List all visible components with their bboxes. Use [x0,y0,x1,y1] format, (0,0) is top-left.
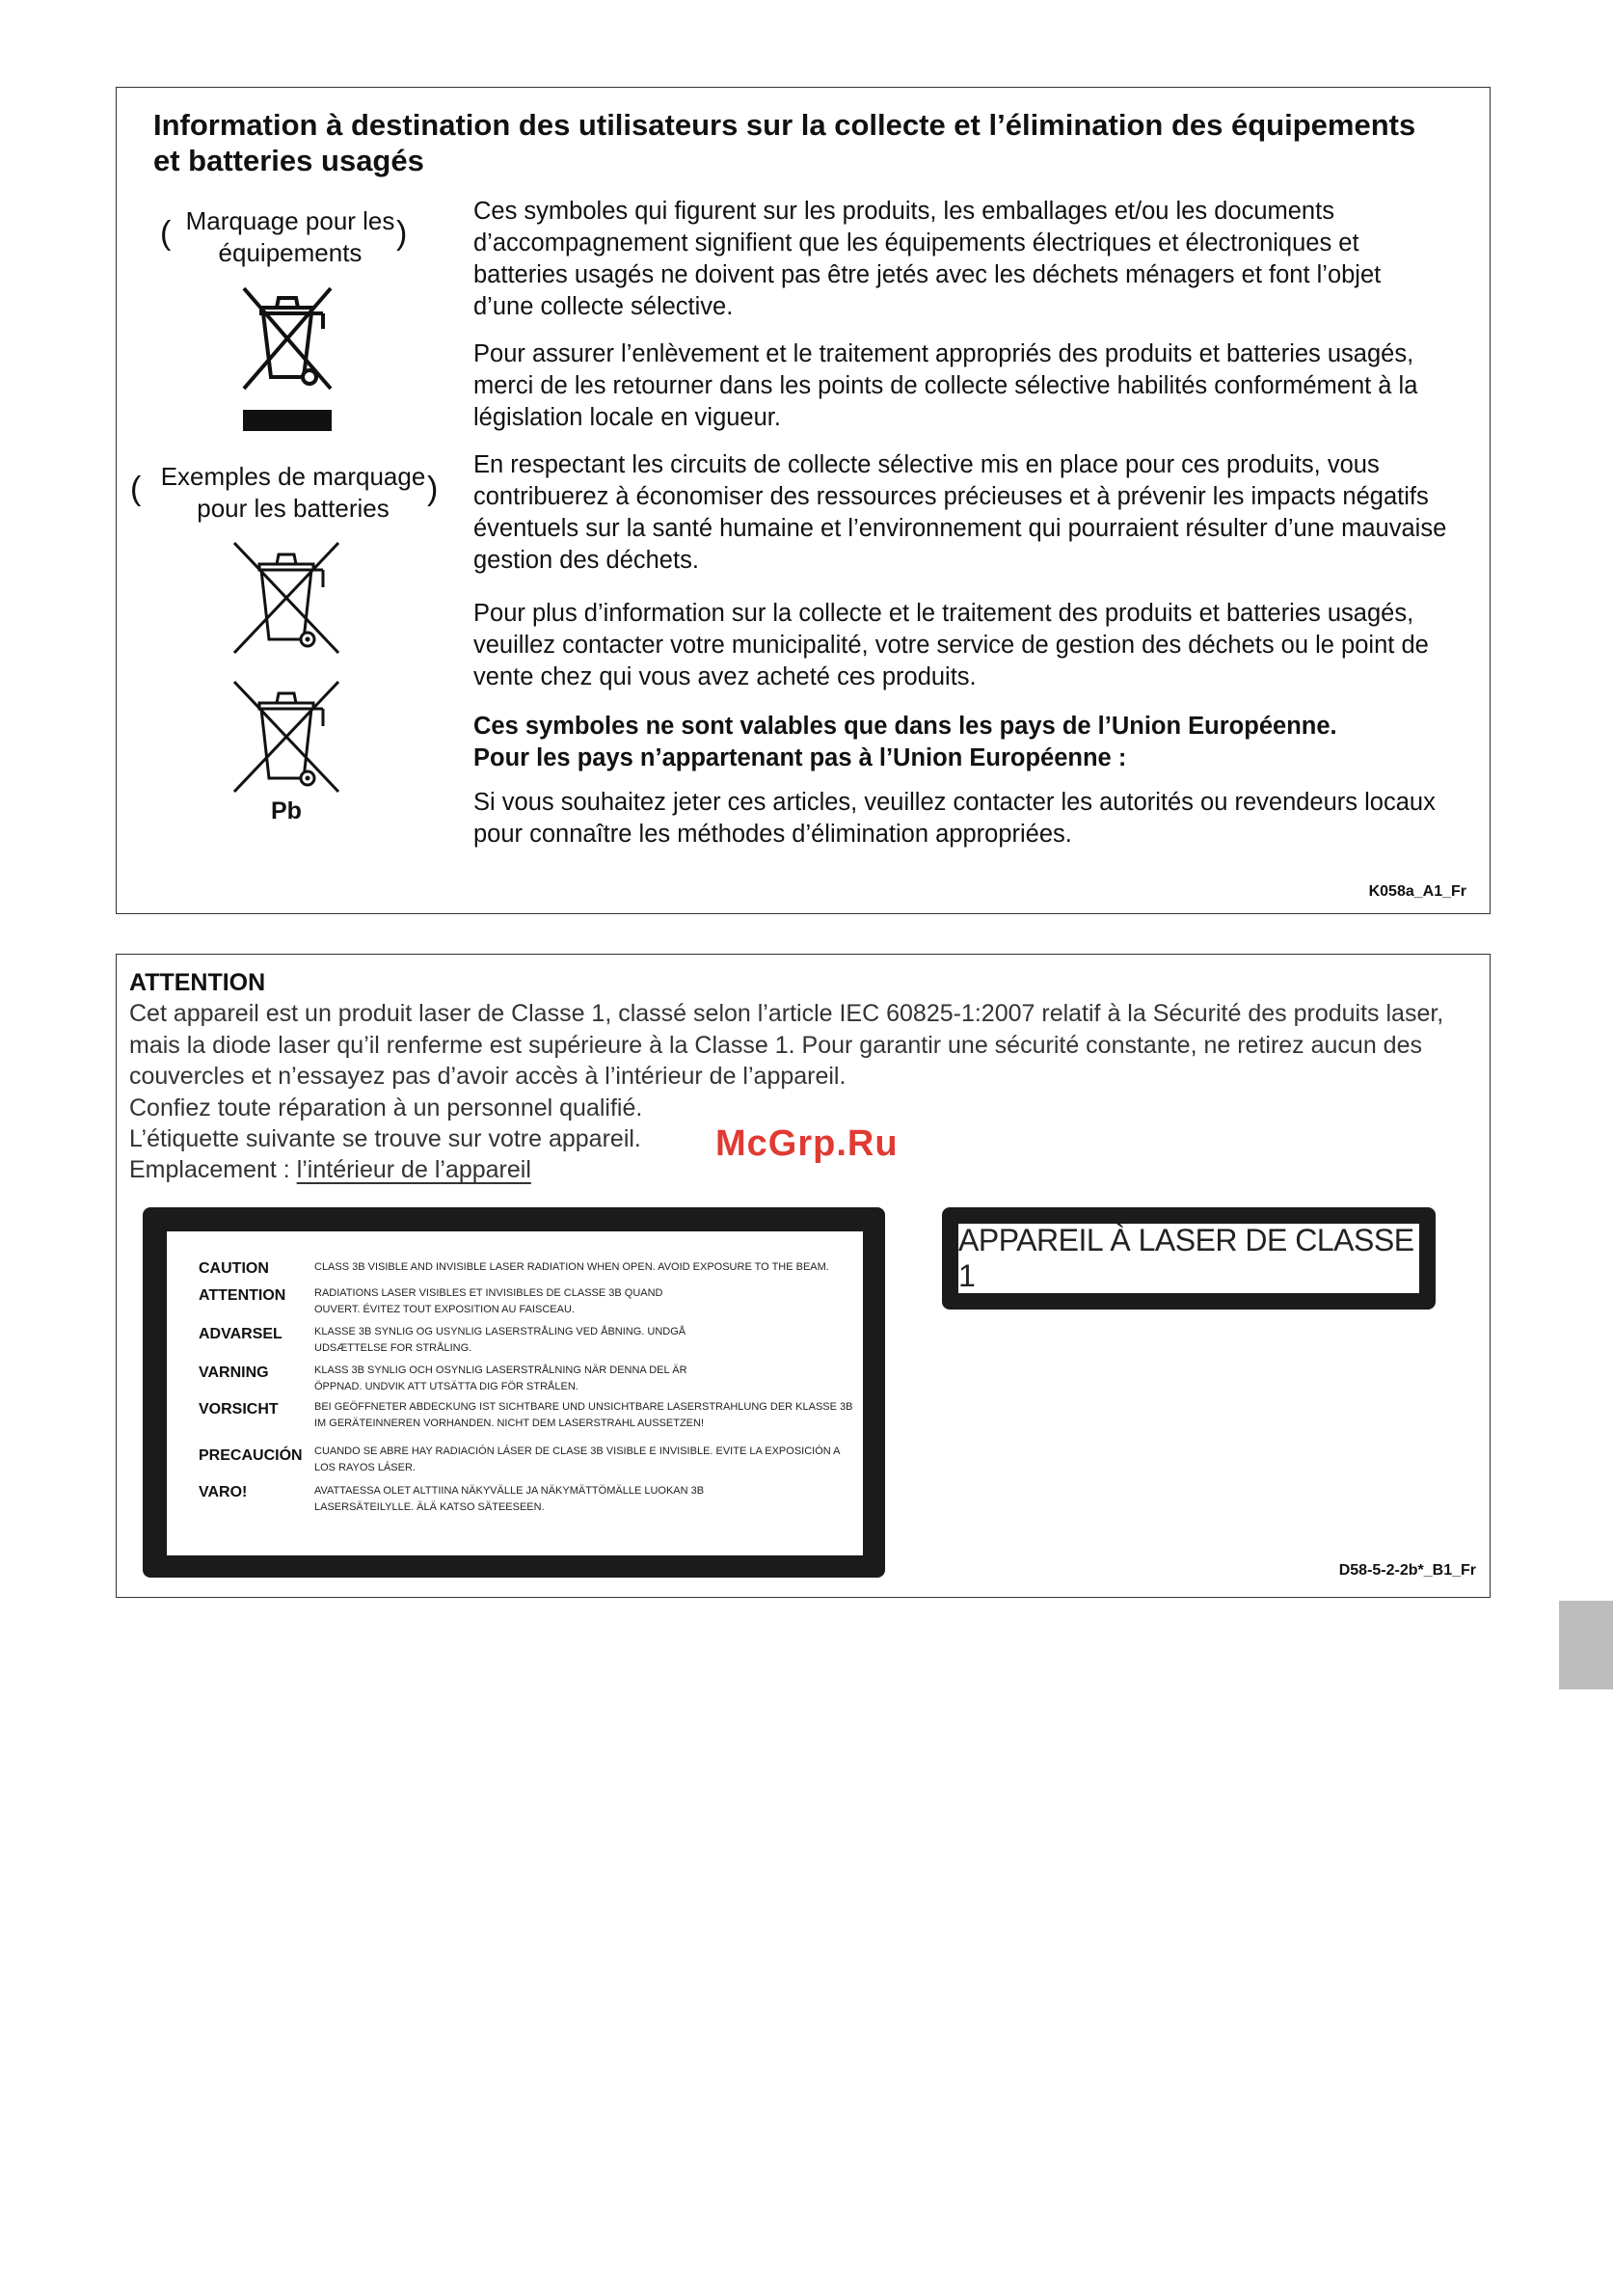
attention-title: ATTENTION [129,969,266,996]
warning-key: PRECAUCIÓN [199,1447,303,1464]
laser-warning-label [143,1207,885,1578]
class1-label-text: APPAREIL À LASER DE CLASSE 1 [958,1224,1419,1293]
weee-paragraph-1: Ces symboles qui figurent sur les produits, les emballages et/ou les documents d’accompagnement signifient que les équipements électriques et électroniques et batteries usagés ne doivent pas être jetés avec les déchets ménagers et font l’objet d’une collecte sélective. [473,198,1382,320]
warning-key: ATTENTION [199,1287,286,1304]
warning-text: CLASS 3B VISIBLE AND INVISIBLE LASER RADIATION WHEN OPEN. AVOID EXPOSURE TO THE BEAM. [314,1261,829,1273]
weee-info-box [116,87,1491,914]
non-eu-text: Si vous souhaitez jeter ces articles, veuillez contacter les autorités ou revendeurs locaux pour connaître les méthodes d’élimination appropriées. [473,789,1436,848]
crossed-bin-icon [234,281,340,396]
watermark: McGrp.Ru [715,1123,899,1164]
warning-text: KLASS 3B SYNLIG OCH OSYNLIG LASERSTRÅLNING NÄR DENNA DEL ÄR ÖPPNAD. UNDVIK ATT UTSÄTTA DIG FÖR STRÅLEN. [314,1364,687,1392]
warning-text: CUANDO SE ABRE HAY RADIACIÓN LÁSER DE CLASE 3B VISIBLE E INVISIBLE. EVITE LA EXPOSICIÓN A LOS RAYOS LÁSER. [314,1445,840,1473]
weee-paragraph-2: Pour assurer l’enlèvement et le traitement appropriés des produits et batteries usagés, merci de les retourner dans les points de collecte sélective habilités conformément à la législation locale en vigueur. [473,340,1418,431]
right-paren: ) [396,215,408,252]
warning-key: VARO! [199,1484,248,1500]
attention-body: Cet appareil est un produit laser de Classe 1, classé selon l’article IEC 60825-1:2007 relatif à la Sécurité des produits laser, mais la diode laser qu’il renferme est supérieure à la Classe 1. Pour garantir une sécurité constante, ne retirez aucun des couvercles et n’essayez pas d’avoir accès à l’intérieur de l’appareil. [129,1000,1444,1090]
attention-label-note: L’étiquette suivante se trouve sur votre appareil. [129,1125,641,1152]
crossed-bin-pb-icon [229,678,344,796]
attention-code: D58-5-2-2b*_B1_Fr [1338,1562,1476,1579]
pb-label: Pb [271,797,302,824]
warning-key: CAUTION [199,1260,269,1277]
warning-key: VARNING [199,1364,269,1381]
class1-label [942,1207,1436,1310]
attention-repair: Confiez toute réparation à un personnel qualifié. [129,1094,643,1121]
warning-text: AVATTAESSA OLET ALTTIINA NÄKYVÄLLE JA NÄKYMÄTTÖMÄLLE LUOKAN 3B LASERSÄTEILYLLE. ÄLÄ KATSO SÄTEESEEN. [314,1485,705,1513]
batteries-label [148,461,438,525]
left-paren: ( [130,471,142,507]
warning-key: VORSICHT [199,1401,279,1418]
warning-key: ADVARSEL [199,1326,282,1342]
equipment-label [155,205,425,269]
right-paren: ) [427,471,439,507]
weee-paragraph-3: En respectant les circuits de collecte sélective mis en place pour ces produits, vous contribuerez à économiser des ressources précieuses et à prévenir les impacts négatifs éventuels sur la santé humaine et l’environnement qui pourraient résulter d’une mauvaise gestion des déchets. [473,451,1447,574]
location-value: l’intérieur de l’appareil [296,1156,531,1183]
batteries-label-line2: pour les batteries [197,494,390,523]
eu-only-note: Ces symboles ne sont valables que dans les pays de l’Union Européenne. [473,713,1337,740]
non-eu-heading: Pour les pays n’appartenant pas à l’Union Européenne : [473,744,1127,771]
laser-warning-label-inner [167,1231,863,1555]
weee-paragraph-4: Pour plus d’information sur la collecte et le traitement des produits et batteries usagés, veuillez contacter votre municipalité, votre service de gestion des déchets ou le point de vente chez qui vous avez acheté ces produits. [473,600,1429,690]
equipment-black-bar [243,410,332,431]
equipment-label-line1: Marquage pour les [185,206,395,235]
weee-title: Information à destination des utilisateurs sur la collecte et l’élimination des équipements et batteries usagés [153,108,1416,177]
weee-code: K058a_A1_Fr [1368,883,1466,900]
crossed-bin-battery-icon [229,539,344,657]
batteries-label-line1: Exemples de marquage [160,462,426,491]
page-edge-tab [1559,1601,1613,1689]
location-prefix: Emplacement : [129,1156,297,1183]
left-paren: ( [160,215,172,252]
warning-text: KLASSE 3B SYNLIG OG USYNLIG LASERSTRÅLING VED ÅBNING. UNDGÅ UDSÆTTELSE FOR STRÅLING. [314,1326,686,1354]
warning-text: BEI GEÖFFNETER ABDECKUNG IST SICHTBARE UND UNSICHTBARE LASERSTRAHLUNG DER KLASSE 3B IM GERÄTEINNEREN VORHANDEN. NICHT DEM LASERSTRAHL AUSSETZEN! [314,1401,853,1429]
equipment-label-line2: équipements [218,238,363,267]
warning-text: RADIATIONS LASER VISIBLES ET INVISIBLES DE CLASSE 3B QUAND OUVERT. ÉVITEZ TOUT EXPOSITION AU FAISCEAU. [314,1287,663,1315]
